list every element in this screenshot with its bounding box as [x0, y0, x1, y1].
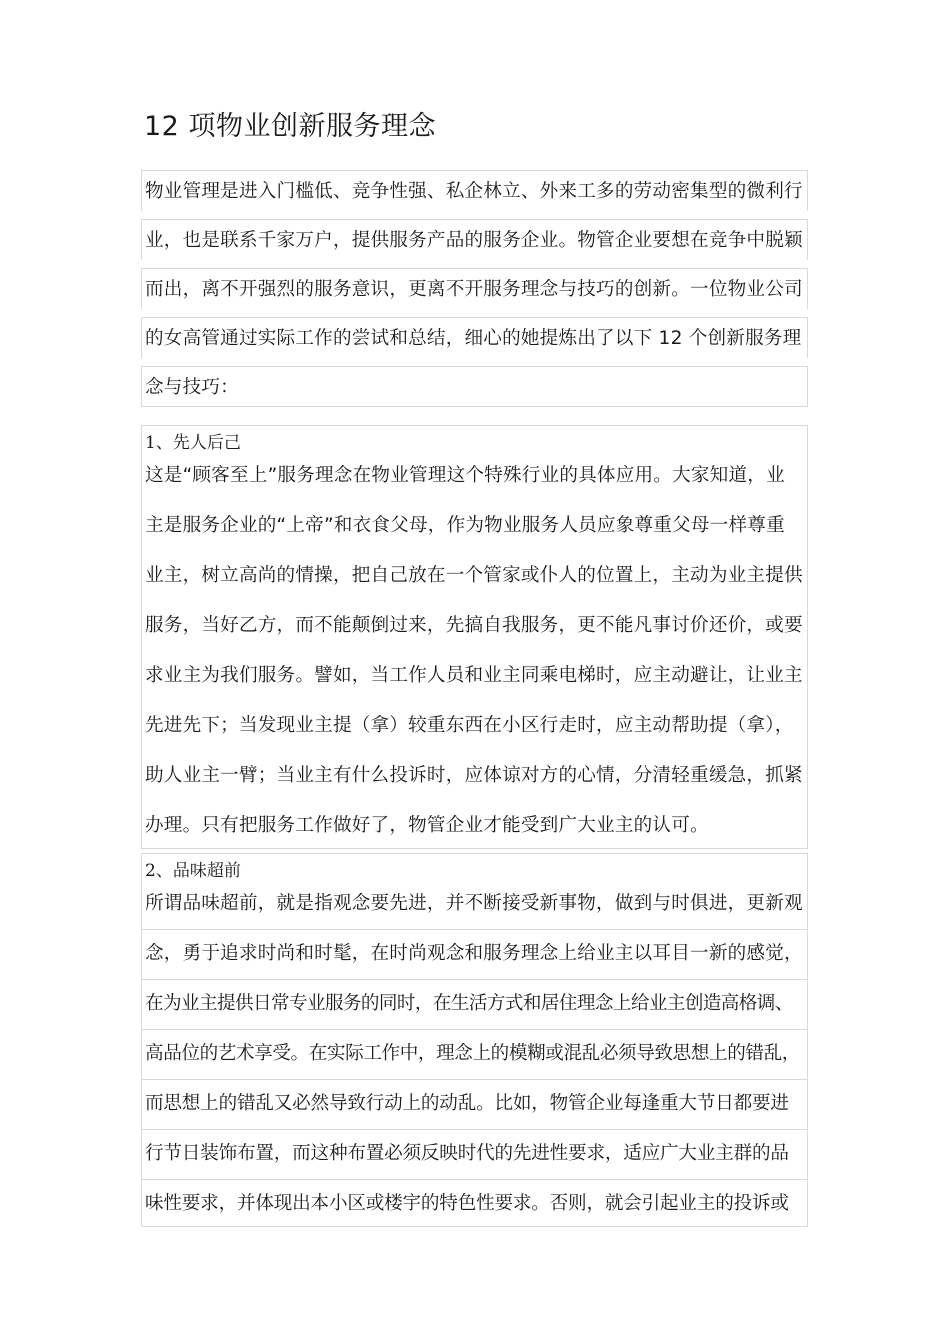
section-heading: 2、品味超前 — [145, 861, 241, 881]
section-line: 服务，当好乙方，而不能颠倒过来，先搞自我服务，更不能凡事讨价还价，或要 — [145, 615, 803, 636]
section-line: 行节日装饰布置，而这种布置必须反映时代的先进性要求，适应广大业主群的品 — [145, 1143, 789, 1164]
text-line — [141, 366, 808, 407]
text-line-content: 的女高管通过实际工作的尝试和总结，细心的她提炼出了以下 12 个创新服务理 — [145, 328, 802, 349]
intro-paragraph — [141, 170, 808, 415]
page-title: 12 项物业创新服务理念 — [144, 111, 436, 142]
text-line-content: 物业管理是进入门槛低、竞争性强、私企林立、外来工多的劳动密集型的微利行 — [145, 181, 803, 202]
section-line: 这是“顾客至上”服务理念在物业管理这个特殊行业的具体应用。大家知道，业 — [145, 465, 785, 486]
text-line — [141, 170, 808, 211]
line-divider — [141, 1029, 808, 1030]
section-line: 而思想上的错乱又必然导致行动上的动乱。比如，物管企业每逢重大节日都要进 — [145, 1093, 789, 1114]
section-line: 求业主为我们服务。譬如，当工作人员和业主同乘电梯时，应主动避让，让业主 — [145, 665, 803, 686]
section-line: 业主，树立高尚的情操，把自己放在一个管家或仆人的位置上，主动为业主提供 — [145, 565, 803, 586]
section-line: 办理。只有把服务工作做好了，物管企业才能受到广大业主的认可。 — [145, 815, 709, 836]
text-line — [141, 219, 808, 260]
section-line: 高品位的艺术享受。在实际工作中，理念上的模糊或混乱必须导致思想上的错乱， — [145, 1043, 800, 1064]
line-divider — [141, 929, 808, 930]
section-line: 主是服务企业的“上帝”和衣食父母，作为物业服务人员应象尊重父母一样尊重 — [145, 515, 785, 536]
line-divider — [141, 1079, 808, 1080]
section-line: 念，勇于追求时尚和时髦，在时尚观念和服务理念上给业主以耳目一新的感觉， — [145, 943, 803, 964]
line-divider — [141, 1179, 808, 1180]
section-heading: 1、先人后己 — [145, 433, 241, 453]
text-line-content: 业，也是联系千家万户，提供服务产品的服务企业。物管企业要想在竞争中脱颖 — [145, 230, 803, 251]
section-1 — [141, 425, 808, 849]
section-line: 所谓品味超前，就是指观念要先进，并不断接受新事物，做到与时俱进，更新观 — [145, 893, 803, 914]
line-divider — [141, 1129, 808, 1130]
text-line — [141, 317, 808, 358]
section-line: 味性要求，并体现出本小区或楼宇的特色性要求。否则，就会引起业主的投诉或 — [145, 1193, 789, 1214]
section-2 — [141, 853, 808, 1227]
section-line: 在为业主提供日常专业服务的同时，在生活方式和居住理念上给业主创造高格调、 — [145, 993, 793, 1014]
text-line-content: 而出，离不开强烈的服务意识，更离不开服务理念与技巧的创新。一位物业公司 — [145, 279, 803, 300]
line-divider — [141, 979, 808, 980]
section-line: 助人业主一臂；当业主有什么投诉时，应体谅对方的心情，分清轻重缓急，抓紧 — [145, 765, 803, 786]
section-line: 先进先下；当发现业主提（拿）较重东西在小区行走时，应主动帮助提（拿）， — [145, 715, 794, 736]
text-line — [141, 268, 808, 309]
text-line-content: 念与技巧： — [145, 377, 239, 398]
